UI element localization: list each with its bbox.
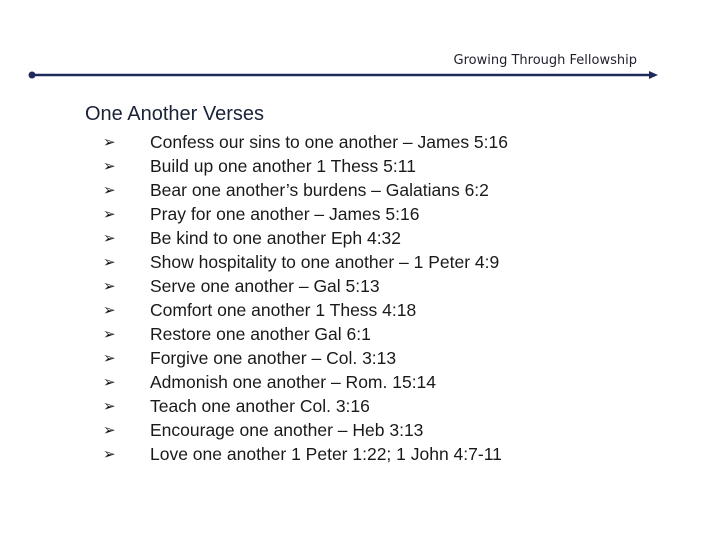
verse-text: Love one another 1 Peter 1:22; 1 John 4:7-11 (150, 443, 502, 464)
header-divider (28, 70, 658, 80)
arrow-bullet-icon: ➢ (103, 205, 116, 223)
verse-text: Build up one another 1 Thess 5:11 (150, 155, 416, 176)
list-item (103, 322, 508, 346)
arrow-bullet-icon: ➢ (103, 325, 116, 343)
list-item (103, 346, 508, 370)
verse-text: Show hospitality to one another – 1 Peter 4:9 (150, 251, 500, 272)
slide-header-title: Growing Through Fellowship (453, 53, 637, 68)
arrow-bullet-icon: ➢ (103, 397, 116, 415)
section-title: One Another Verses (85, 103, 265, 125)
arrow-bullet-icon: ➢ (103, 301, 116, 319)
list-item (103, 370, 508, 394)
verse-text: Comfort one another 1 Thess 4:18 (150, 299, 417, 320)
list-item (103, 202, 508, 226)
arrow-bullet-icon: ➢ (103, 277, 116, 295)
arrow-bullet-icon: ➢ (103, 421, 116, 439)
arrow-bullet-icon: ➢ (103, 373, 116, 391)
list-item (103, 442, 508, 466)
verse-text: Confess our sins to one another – James 5:16 (150, 131, 508, 152)
arrow-bullet-icon: ➢ (103, 445, 116, 463)
list-item (103, 298, 508, 322)
verse-text: Encourage one another – Heb 3:13 (150, 419, 424, 440)
verse-text: Forgive one another – Col. 3:13 (150, 347, 397, 368)
divider-arrowhead (649, 71, 658, 79)
verse-text: Pray for one another – James 5:16 (150, 203, 420, 224)
verse-list (103, 130, 508, 466)
list-item (103, 418, 508, 442)
verse-text: Bear one another’s burdens – Galatians 6:2 (150, 179, 489, 200)
list-item (103, 394, 508, 418)
list-item (103, 130, 508, 154)
verse-text: Serve one another – Gal 5:13 (150, 275, 380, 296)
list-item (103, 250, 508, 274)
arrow-bullet-icon: ➢ (103, 181, 116, 199)
arrow-bullet-icon: ➢ (103, 253, 116, 271)
arrow-bullet-icon: ➢ (103, 133, 116, 151)
arrow-bullet-icon: ➢ (103, 157, 116, 175)
arrow-bullet-icon: ➢ (103, 229, 116, 247)
list-item (103, 274, 508, 298)
list-item (103, 178, 508, 202)
list-item (103, 154, 508, 178)
arrow-bullet-icon: ➢ (103, 349, 116, 367)
verse-text: Admonish one another – Rom. 15:14 (150, 371, 437, 392)
verse-text: Restore one another Gal 6:1 (150, 323, 371, 344)
verse-text: Teach one another Col. 3:16 (150, 395, 370, 416)
verse-text: Be kind to one another Eph 4:32 (150, 227, 402, 248)
list-item (103, 226, 508, 250)
